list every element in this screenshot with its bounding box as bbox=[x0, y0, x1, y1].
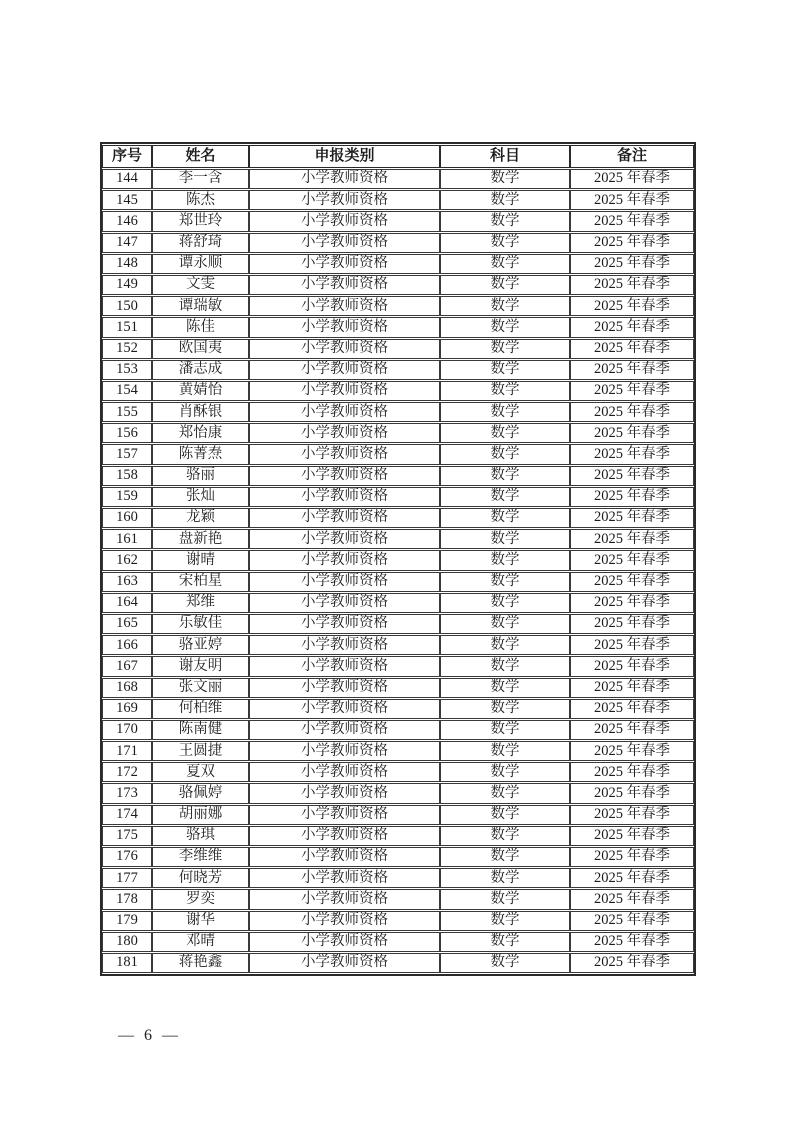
table-row bbox=[102, 656, 694, 676]
table-row bbox=[102, 381, 694, 401]
cell-remark: 2025 年春季 bbox=[570, 635, 694, 655]
cell-index: 164 bbox=[102, 593, 152, 613]
cell-index: 159 bbox=[102, 487, 152, 507]
cell-index: 165 bbox=[102, 614, 152, 634]
cell-name: 张灿 bbox=[152, 487, 249, 507]
col-header-subject: 科目 bbox=[440, 145, 570, 168]
cell-name: 何晓芳 bbox=[152, 868, 249, 888]
cell-index: 163 bbox=[102, 572, 152, 592]
cell-remark: 2025 年春季 bbox=[570, 656, 694, 676]
cell-name: 陈南健 bbox=[152, 720, 249, 740]
cell-name: 胡丽娜 bbox=[152, 805, 249, 825]
cell-remark: 2025 年春季 bbox=[570, 339, 694, 359]
cell-index: 162 bbox=[102, 550, 152, 570]
cell-index: 148 bbox=[102, 254, 152, 274]
cell-index: 156 bbox=[102, 423, 152, 443]
table-row bbox=[102, 762, 694, 782]
cell-category: 小学教师资格 bbox=[249, 911, 440, 931]
cell-subject: 数学 bbox=[440, 593, 570, 613]
cell-name: 谭瑞敏 bbox=[152, 296, 249, 316]
cell-subject: 数学 bbox=[440, 423, 570, 443]
cell-subject: 数学 bbox=[440, 296, 570, 316]
cell-subject: 数学 bbox=[440, 275, 570, 295]
cell-subject: 数学 bbox=[440, 656, 570, 676]
cell-subject: 数学 bbox=[440, 487, 570, 507]
table-row bbox=[102, 889, 694, 909]
table-row bbox=[102, 847, 694, 867]
cell-category: 小学教师资格 bbox=[249, 805, 440, 825]
cell-name: 陈佳 bbox=[152, 317, 249, 337]
cell-subject: 数学 bbox=[440, 190, 570, 210]
cell-subject: 数学 bbox=[440, 444, 570, 464]
cell-remark: 2025 年春季 bbox=[570, 402, 694, 422]
cell-subject: 数学 bbox=[440, 868, 570, 888]
cell-subject: 数学 bbox=[440, 508, 570, 528]
cell-category: 小学教师资格 bbox=[249, 762, 440, 782]
cell-category: 小学教师资格 bbox=[249, 444, 440, 464]
cell-remark: 2025 年春季 bbox=[570, 762, 694, 782]
cell-index: 149 bbox=[102, 275, 152, 295]
cell-name: 文雯 bbox=[152, 275, 249, 295]
cell-subject: 数学 bbox=[440, 339, 570, 359]
cell-category: 小学教师资格 bbox=[249, 211, 440, 231]
table-row bbox=[102, 932, 694, 952]
cell-name: 陈杰 bbox=[152, 190, 249, 210]
cell-name: 谢晴 bbox=[152, 550, 249, 570]
cell-subject: 数学 bbox=[440, 826, 570, 846]
cell-subject: 数学 bbox=[440, 699, 570, 719]
cell-remark: 2025 年春季 bbox=[570, 233, 694, 253]
table-row bbox=[102, 360, 694, 380]
cell-name: 蒋舒琦 bbox=[152, 233, 249, 253]
cell-index: 151 bbox=[102, 317, 152, 337]
cell-remark: 2025 年春季 bbox=[570, 254, 694, 274]
cell-subject: 数学 bbox=[440, 805, 570, 825]
cell-subject: 数学 bbox=[440, 550, 570, 570]
cell-category: 小学教师资格 bbox=[249, 593, 440, 613]
cell-subject: 数学 bbox=[440, 953, 570, 973]
cell-category: 小学教师资格 bbox=[249, 529, 440, 549]
cell-category: 小学教师资格 bbox=[249, 741, 440, 761]
cell-category: 小学教师资格 bbox=[249, 296, 440, 316]
cell-category: 小学教师资格 bbox=[249, 317, 440, 337]
table-row bbox=[102, 423, 694, 443]
cell-remark: 2025 年春季 bbox=[570, 720, 694, 740]
cell-subject: 数学 bbox=[440, 889, 570, 909]
cell-name: 宋柏星 bbox=[152, 572, 249, 592]
cell-remark: 2025 年春季 bbox=[570, 381, 694, 401]
cell-index: 172 bbox=[102, 762, 152, 782]
cell-category: 小学教师资格 bbox=[249, 847, 440, 867]
cell-category: 小学教师资格 bbox=[249, 233, 440, 253]
cell-category: 小学教师资格 bbox=[249, 550, 440, 570]
table-row bbox=[102, 614, 694, 634]
cell-subject: 数学 bbox=[440, 381, 570, 401]
cell-name: 乐敏佳 bbox=[152, 614, 249, 634]
table-row bbox=[102, 233, 694, 253]
cell-remark: 2025 年春季 bbox=[570, 826, 694, 846]
teacher-qualification-table bbox=[100, 142, 696, 976]
cell-subject: 数学 bbox=[440, 317, 570, 337]
table-row bbox=[102, 868, 694, 888]
table-row bbox=[102, 678, 694, 698]
cell-remark: 2025 年春季 bbox=[570, 169, 694, 189]
col-header-category: 申报类别 bbox=[249, 145, 440, 168]
page-number: — 6 — bbox=[118, 1027, 181, 1044]
table-row bbox=[102, 783, 694, 803]
table-row bbox=[102, 254, 694, 274]
cell-index: 146 bbox=[102, 211, 152, 231]
cell-subject: 数学 bbox=[440, 783, 570, 803]
cell-name: 谢友明 bbox=[152, 656, 249, 676]
table-row bbox=[102, 741, 694, 761]
cell-category: 小学教师资格 bbox=[249, 381, 440, 401]
cell-category: 小学教师资格 bbox=[249, 190, 440, 210]
table-row bbox=[102, 466, 694, 486]
cell-remark: 2025 年春季 bbox=[570, 444, 694, 464]
cell-category: 小学教师资格 bbox=[249, 614, 440, 634]
table-row bbox=[102, 508, 694, 528]
cell-name: 黄婧怡 bbox=[152, 381, 249, 401]
cell-index: 155 bbox=[102, 402, 152, 422]
cell-index: 181 bbox=[102, 953, 152, 973]
cell-subject: 数学 bbox=[440, 911, 570, 931]
cell-index: 147 bbox=[102, 233, 152, 253]
cell-name: 骆佩婷 bbox=[152, 783, 249, 803]
table-row bbox=[102, 635, 694, 655]
cell-category: 小学教师资格 bbox=[249, 699, 440, 719]
cell-name: 李一含 bbox=[152, 169, 249, 189]
cell-name: 夏双 bbox=[152, 762, 249, 782]
table-row bbox=[102, 805, 694, 825]
cell-category: 小学教师资格 bbox=[249, 868, 440, 888]
cell-category: 小学教师资格 bbox=[249, 783, 440, 803]
cell-index: 145 bbox=[102, 190, 152, 210]
table-row bbox=[102, 444, 694, 464]
cell-category: 小学教师资格 bbox=[249, 360, 440, 380]
cell-name: 何柏维 bbox=[152, 699, 249, 719]
cell-index: 154 bbox=[102, 381, 152, 401]
cell-index: 158 bbox=[102, 466, 152, 486]
cell-subject: 数学 bbox=[440, 211, 570, 231]
cell-category: 小学教师资格 bbox=[249, 889, 440, 909]
cell-name: 郑维 bbox=[152, 593, 249, 613]
cell-remark: 2025 年春季 bbox=[570, 868, 694, 888]
cell-index: 160 bbox=[102, 508, 152, 528]
col-header-index: 序号 bbox=[102, 145, 152, 168]
cell-index: 144 bbox=[102, 169, 152, 189]
cell-subject: 数学 bbox=[440, 169, 570, 189]
cell-name: 骆丽 bbox=[152, 466, 249, 486]
cell-subject: 数学 bbox=[440, 529, 570, 549]
cell-subject: 数学 bbox=[440, 233, 570, 253]
cell-subject: 数学 bbox=[440, 720, 570, 740]
cell-remark: 2025 年春季 bbox=[570, 889, 694, 909]
cell-category: 小学教师资格 bbox=[249, 932, 440, 952]
cell-index: 179 bbox=[102, 911, 152, 931]
cell-index: 176 bbox=[102, 847, 152, 867]
table-row bbox=[102, 190, 694, 210]
cell-index: 168 bbox=[102, 678, 152, 698]
cell-name: 王圆捷 bbox=[152, 741, 249, 761]
cell-subject: 数学 bbox=[440, 678, 570, 698]
cell-name: 罗奕 bbox=[152, 889, 249, 909]
cell-name: 盘新艳 bbox=[152, 529, 249, 549]
cell-index: 152 bbox=[102, 339, 152, 359]
cell-category: 小学教师资格 bbox=[249, 339, 440, 359]
cell-index: 174 bbox=[102, 805, 152, 825]
cell-subject: 数学 bbox=[440, 932, 570, 952]
cell-index: 167 bbox=[102, 656, 152, 676]
cell-remark: 2025 年春季 bbox=[570, 317, 694, 337]
cell-remark: 2025 年春季 bbox=[570, 550, 694, 570]
cell-remark: 2025 年春季 bbox=[570, 423, 694, 443]
cell-index: 177 bbox=[102, 868, 152, 888]
table-row bbox=[102, 720, 694, 740]
cell-subject: 数学 bbox=[440, 847, 570, 867]
cell-index: 157 bbox=[102, 444, 152, 464]
cell-remark: 2025 年春季 bbox=[570, 360, 694, 380]
table-row bbox=[102, 593, 694, 613]
cell-remark: 2025 年春季 bbox=[570, 211, 694, 231]
col-header-name: 姓名 bbox=[152, 145, 249, 168]
cell-name: 郑世玲 bbox=[152, 211, 249, 231]
cell-remark: 2025 年春季 bbox=[570, 783, 694, 803]
table-row bbox=[102, 550, 694, 570]
cell-name: 陈菁焘 bbox=[152, 444, 249, 464]
cell-category: 小学教师资格 bbox=[249, 169, 440, 189]
table-row bbox=[102, 275, 694, 295]
cell-subject: 数学 bbox=[440, 741, 570, 761]
table-header-row bbox=[102, 145, 694, 168]
cell-index: 169 bbox=[102, 699, 152, 719]
cell-index: 178 bbox=[102, 889, 152, 909]
cell-index: 173 bbox=[102, 783, 152, 803]
cell-category: 小学教师资格 bbox=[249, 720, 440, 740]
cell-index: 150 bbox=[102, 296, 152, 316]
cell-remark: 2025 年春季 bbox=[570, 614, 694, 634]
cell-remark: 2025 年春季 bbox=[570, 190, 694, 210]
cell-remark: 2025 年春季 bbox=[570, 275, 694, 295]
cell-subject: 数学 bbox=[440, 360, 570, 380]
col-header-remark: 备注 bbox=[570, 145, 694, 168]
cell-remark: 2025 年春季 bbox=[570, 678, 694, 698]
cell-remark: 2025 年春季 bbox=[570, 296, 694, 316]
cell-remark: 2025 年春季 bbox=[570, 953, 694, 973]
cell-remark: 2025 年春季 bbox=[570, 466, 694, 486]
cell-category: 小学教师资格 bbox=[249, 635, 440, 655]
cell-name: 蒋艳鑫 bbox=[152, 953, 249, 973]
cell-name: 郑怡康 bbox=[152, 423, 249, 443]
cell-remark: 2025 年春季 bbox=[570, 529, 694, 549]
table-row bbox=[102, 699, 694, 719]
cell-subject: 数学 bbox=[440, 762, 570, 782]
table-row bbox=[102, 402, 694, 422]
cell-index: 175 bbox=[102, 826, 152, 846]
cell-remark: 2025 年春季 bbox=[570, 572, 694, 592]
cell-name: 欧国夷 bbox=[152, 339, 249, 359]
cell-remark: 2025 年春季 bbox=[570, 699, 694, 719]
cell-category: 小学教师资格 bbox=[249, 487, 440, 507]
cell-category: 小学教师资格 bbox=[249, 656, 440, 676]
cell-name: 邓晴 bbox=[152, 932, 249, 952]
cell-subject: 数学 bbox=[440, 635, 570, 655]
cell-index: 153 bbox=[102, 360, 152, 380]
cell-category: 小学教师资格 bbox=[249, 466, 440, 486]
cell-name: 谭永顺 bbox=[152, 254, 249, 274]
cell-category: 小学教师资格 bbox=[249, 572, 440, 592]
cell-remark: 2025 年春季 bbox=[570, 487, 694, 507]
cell-subject: 数学 bbox=[440, 572, 570, 592]
cell-name: 骆琪 bbox=[152, 826, 249, 846]
cell-category: 小学教师资格 bbox=[249, 508, 440, 528]
table-row bbox=[102, 953, 694, 973]
table-row bbox=[102, 317, 694, 337]
table-row bbox=[102, 211, 694, 231]
cell-remark: 2025 年春季 bbox=[570, 911, 694, 931]
table-row bbox=[102, 487, 694, 507]
cell-index: 170 bbox=[102, 720, 152, 740]
cell-subject: 数学 bbox=[440, 614, 570, 634]
cell-name: 龙颖 bbox=[152, 508, 249, 528]
table-row bbox=[102, 529, 694, 549]
table-row bbox=[102, 339, 694, 359]
cell-index: 166 bbox=[102, 635, 152, 655]
table-row bbox=[102, 911, 694, 931]
cell-remark: 2025 年春季 bbox=[570, 593, 694, 613]
cell-name: 肖酥银 bbox=[152, 402, 249, 422]
cell-name: 张文丽 bbox=[152, 678, 249, 698]
cell-index: 180 bbox=[102, 932, 152, 952]
cell-index: 161 bbox=[102, 529, 152, 549]
cell-name: 骆亚婷 bbox=[152, 635, 249, 655]
cell-remark: 2025 年春季 bbox=[570, 932, 694, 952]
table-row bbox=[102, 572, 694, 592]
cell-remark: 2025 年春季 bbox=[570, 805, 694, 825]
cell-subject: 数学 bbox=[440, 466, 570, 486]
cell-category: 小学教师资格 bbox=[249, 402, 440, 422]
cell-category: 小学教师资格 bbox=[249, 678, 440, 698]
cell-remark: 2025 年春季 bbox=[570, 741, 694, 761]
cell-name: 潘志成 bbox=[152, 360, 249, 380]
cell-category: 小学教师资格 bbox=[249, 254, 440, 274]
table-row bbox=[102, 169, 694, 189]
cell-remark: 2025 年春季 bbox=[570, 847, 694, 867]
cell-name: 李维维 bbox=[152, 847, 249, 867]
table-row bbox=[102, 296, 694, 316]
cell-subject: 数学 bbox=[440, 402, 570, 422]
cell-subject: 数学 bbox=[440, 254, 570, 274]
cell-category: 小学教师资格 bbox=[249, 275, 440, 295]
cell-name: 谢华 bbox=[152, 911, 249, 931]
table-row bbox=[102, 826, 694, 846]
cell-category: 小学教师资格 bbox=[249, 826, 440, 846]
cell-index: 171 bbox=[102, 741, 152, 761]
cell-category: 小学教师资格 bbox=[249, 423, 440, 443]
cell-category: 小学教师资格 bbox=[249, 953, 440, 973]
cell-remark: 2025 年春季 bbox=[570, 508, 694, 528]
